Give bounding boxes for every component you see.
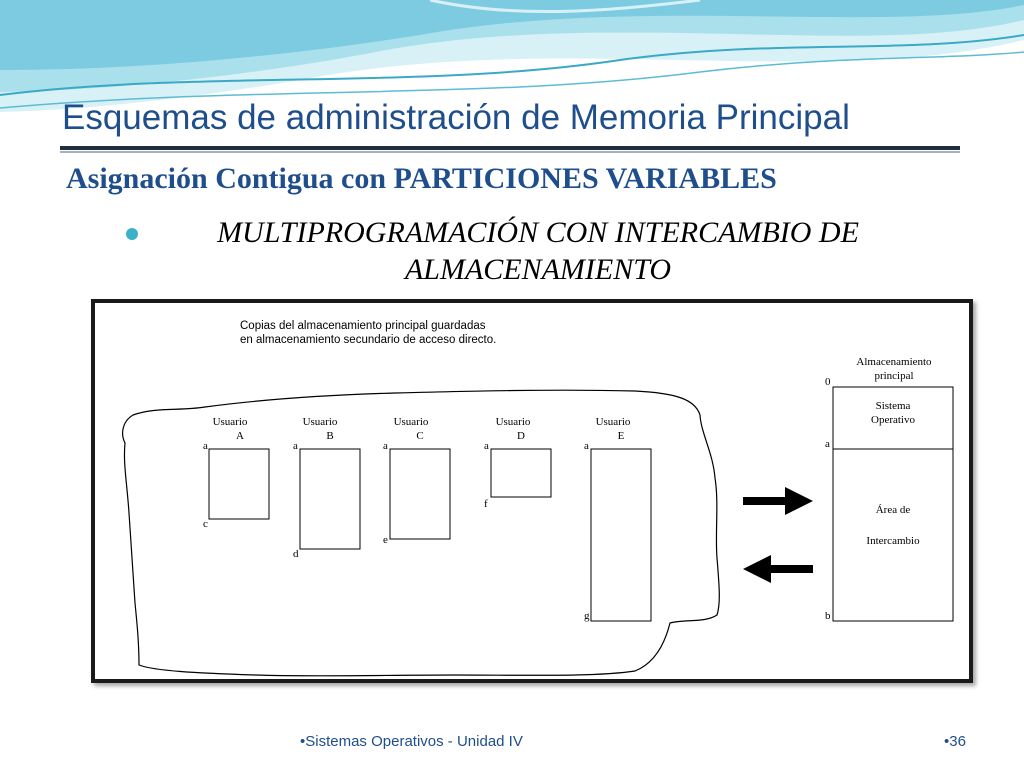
user-d-letter: D xyxy=(517,430,525,442)
main-memory-header-line2: principal xyxy=(874,370,914,382)
footer-course: •Sistemas Operativos - Unidad IV xyxy=(300,733,523,750)
title-underline xyxy=(60,146,960,156)
user-e-letter: E xyxy=(617,430,625,442)
diagram-canvas xyxy=(95,303,969,679)
swapping-diagram xyxy=(91,299,973,683)
user-d-title: Usuario xyxy=(495,416,531,428)
os-partition-line1: Sistema xyxy=(875,400,911,412)
user-b-group xyxy=(293,416,360,560)
swap-area-line1: Área de xyxy=(875,504,911,516)
user-b-letter: B xyxy=(326,430,334,442)
user-e-top-label: a xyxy=(584,440,589,452)
user-c-letter: C xyxy=(416,430,424,442)
slide-subtitle: Asignación Contigua con PARTICIONES VARIABLES xyxy=(66,162,777,195)
user-c-top-label: a xyxy=(383,440,388,452)
user-a-bottom-label: c xyxy=(203,518,208,530)
slide-title: Esquemas de administración de Memoria Principal xyxy=(62,98,850,137)
os-partition-line2: Operativo xyxy=(871,414,915,426)
user-b-block xyxy=(300,449,360,549)
user-d-block xyxy=(491,449,551,497)
swap-in-arrow-icon xyxy=(743,555,813,583)
user-c-bottom-label: e xyxy=(383,534,388,546)
bullet-text: MULTIPROGRAMACIÓN CON INTERCAMBIO DE ALMACENAMIENTO xyxy=(217,216,859,286)
user-d-bottom-label: f xyxy=(484,498,488,510)
user-a-title: Usuario xyxy=(212,416,248,428)
user-b-title: Usuario xyxy=(302,416,338,428)
swap-area-line2: Intercambio xyxy=(866,535,920,547)
swap-out-arrow-icon xyxy=(743,487,813,515)
user-e-bottom-label: g xyxy=(584,610,590,622)
user-e-group xyxy=(584,416,651,622)
user-e-block xyxy=(591,449,651,621)
user-d-top-label: a xyxy=(484,440,489,452)
user-c-block xyxy=(390,449,450,539)
main-memory-header-line1: Almacenamiento xyxy=(856,356,932,368)
bullet-dot-icon xyxy=(126,228,138,240)
user-a-group xyxy=(203,416,269,530)
user-b-top-label: a xyxy=(293,440,298,452)
user-e-title: Usuario xyxy=(595,416,631,428)
user-d-group xyxy=(484,416,551,510)
user-a-block xyxy=(209,449,269,519)
diagram-caption-line2: en almacenamiento secundario de acceso directo. xyxy=(240,334,497,346)
footer-page-number: •36 xyxy=(944,733,966,750)
user-c-group xyxy=(383,416,450,546)
main-memory-address-b: b xyxy=(825,610,831,622)
main-memory-address-a: a xyxy=(825,438,830,450)
main-memory-address-zero: 0 xyxy=(825,376,831,388)
user-a-letter: A xyxy=(236,430,244,442)
user-a-top-label: a xyxy=(203,440,208,452)
user-b-bottom-label: d xyxy=(293,548,299,560)
diagram-caption-line1: Copias del almacenamiento principal guardadas xyxy=(240,320,486,332)
user-c-title: Usuario xyxy=(393,416,429,428)
